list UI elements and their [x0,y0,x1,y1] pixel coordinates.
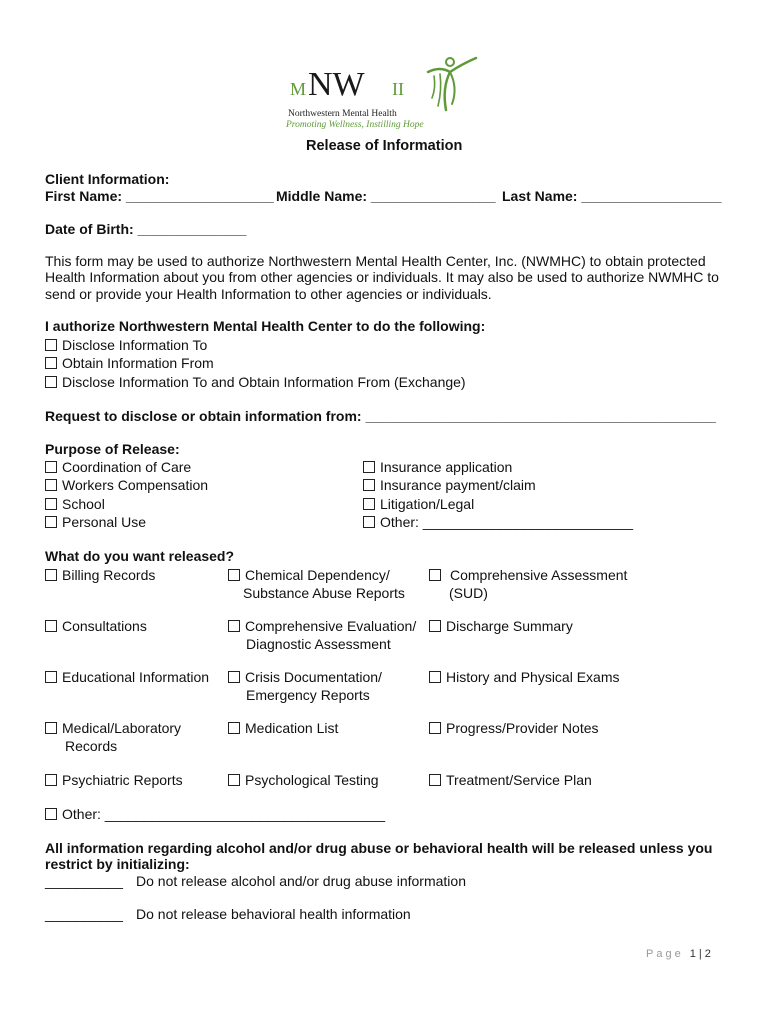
restrict-item-alcohol: Do not release alcohol and/or drug abuse information [136,873,466,889]
checkbox-icon [45,569,57,581]
dob-field[interactable]: Date of Birth: ______________ [45,221,247,237]
checkbox-exchange[interactable] [45,374,466,391]
page-title: Release of Information [306,138,463,154]
release-heading: What do you want released? [45,548,235,564]
checkbox-icon [429,569,441,581]
last-name-field[interactable]: Last Name: __________________ [502,188,722,204]
checkbox-label: Medical/Laboratory [62,720,182,736]
checkbox-label: Discharge Summary [446,618,573,634]
checkbox-label: Disclose Information To and Obtain Information From (Exchange) [62,374,466,390]
checkbox-treatment-service-plan[interactable] [429,772,592,789]
checkbox-comprehensive-evaluation[interactable] [228,618,416,635]
checkbox-label: Disclose Information To [62,337,208,353]
checkbox-label: Medication List [245,720,339,736]
intro-line-1: This form may be used to authorize Northwestern Mental Health Center, Inc. (NWMHC) to obtain protected [45,253,706,269]
checkbox-icon [228,774,240,786]
initials-blank-alcohol[interactable]: __________ [45,873,123,889]
checkbox-coordination-of-care[interactable] [45,459,191,476]
logo-letters-nw: NW [308,66,365,103]
checkbox-progress-provider-notes[interactable] [429,720,599,737]
checkbox-icon [228,671,240,683]
checkbox-insurance-application[interactable] [363,459,512,476]
checkbox-label: History and Physical Exams [446,669,620,685]
checkbox-label: Psychiatric Reports [62,772,183,788]
intro-line-3: send or provide your Health Information to other agencies or individuals. [45,286,492,302]
page-current: 1 [689,948,699,960]
checkbox-icon [429,671,441,683]
checkbox-icon [45,722,57,734]
checkbox-personal-use[interactable] [45,514,146,531]
checkbox-disclose-to[interactable] [45,337,207,354]
first-name-field[interactable]: First Name: ___________________ [45,188,274,204]
checkbox-label: Progress/Provider Notes [446,720,599,736]
checkbox-icon [45,516,57,528]
checkbox-icon [429,620,441,632]
checkbox-icon [45,479,57,491]
checkbox-label: Comprehensive Evaluation/ [245,618,417,634]
restrict-line-2: restrict by initializing: [45,856,190,872]
checkbox-icon [45,461,57,473]
checkbox-workers-compensation[interactable] [45,477,208,494]
checkbox-crisis-documentation[interactable] [228,669,382,686]
checkbox-label: Psychological Testing [245,772,379,788]
checkbox-comprehensive-assessment[interactable] [429,567,627,584]
checkbox-icon [45,498,57,510]
request-field[interactable]: Request to disclose or obtain information from: _____________________________________________ [45,408,716,424]
checkbox-label: Treatment/Service Plan [446,772,592,788]
checkbox-label: Educational Information [62,669,210,685]
checkbox-icon [228,722,240,734]
middle-name-field[interactable]: Middle Name: ________________ [276,188,496,204]
checkbox-icon [429,774,441,786]
checkbox-icon [45,376,57,388]
logo [284,52,484,132]
checkbox-icon [228,620,240,632]
checkbox-label: Litigation/Legal [380,496,475,512]
checkbox-icon [45,671,57,683]
checkbox-icon [429,722,441,734]
checkbox-label-continued: Substance Abuse Reports [243,585,405,601]
logo-tagline: Promoting Wellness, Instilling Hope [286,120,424,130]
initials-blank-behavioral[interactable]: __________ [45,906,123,922]
restrict-item-behavioral: Do not release behavioral health information [136,906,411,922]
checkbox-icon [45,774,57,786]
checkbox-educational-information[interactable] [45,669,209,686]
checkbox-discharge-summary[interactable] [429,618,573,635]
page-total: 2 [704,948,714,960]
checkbox-billing-records[interactable] [45,567,155,584]
checkbox-chemical-dependency[interactable] [228,567,390,584]
checkbox-label: Billing Records [62,567,156,583]
checkbox-history-physical-exams[interactable] [429,669,620,686]
checkbox-label: Crisis Documentation/ [245,669,382,685]
checkbox-icon [45,620,57,632]
checkbox-label-continued: Diagnostic Assessment [246,636,391,652]
checkbox-label: Other: ____________________________________ [62,806,386,822]
checkbox-icon [45,357,57,369]
client-heading: Client Information: [45,171,170,187]
checkbox-consultations[interactable] [45,618,147,635]
checkbox-label-continued: Emergency Reports [246,687,370,703]
checkbox-obtain-from[interactable] [45,355,214,372]
logo-letter-m: M [290,79,307,99]
checkbox-psychiatric-reports[interactable] [45,772,183,789]
page-label: Page [646,948,684,960]
checkbox-icon [45,808,57,820]
checkbox-medication-list[interactable] [228,720,338,737]
checkbox-icon [363,516,375,528]
page-separator: | [698,948,705,960]
authorize-heading: I authorize Northwestern Mental Health Center to do the following: [45,318,486,334]
checkbox-icon [363,479,375,491]
checkbox-purpose-other[interactable] [363,514,633,531]
restrict-line-1: All information regarding alcohol and/or drug abuse or behavioral health will be released unless you [45,840,713,856]
checkbox-release-other[interactable] [45,806,385,823]
checkbox-label: Other: ___________________________ [380,514,634,530]
checkbox-medical-laboratory-records[interactable] [45,720,181,737]
checkbox-label: Insurance application [380,459,513,475]
checkbox-icon [45,339,57,351]
checkbox-icon [363,461,375,473]
checkbox-label: Workers Compensation [62,477,209,493]
checkbox-label: Personal Use [62,514,147,530]
checkbox-label-continued: (SUD) [449,585,488,601]
checkbox-label: Insurance payment/claim [380,477,536,493]
checkbox-label: Consultations [62,618,147,634]
checkbox-label: Coordination of Care [62,459,192,475]
checkbox-icon [228,569,240,581]
checkbox-icon [363,498,375,510]
checkbox-label: School [62,496,105,512]
checkbox-label-continued: Records [65,738,118,754]
purpose-heading: Purpose of Release: [45,441,180,457]
checkbox-label: Chemical Dependency/ [245,567,390,583]
checkbox-label: Obtain Information From [62,355,214,371]
logo-letters-ii: II [392,79,404,99]
logo-org-name: Northwestern Mental Health [288,109,397,119]
checkbox-litigation-legal[interactable] [363,496,474,513]
logo-figure-icon [420,54,480,114]
checkbox-school[interactable] [45,496,105,513]
checkbox-label: Comprehensive Assessment [450,567,628,583]
checkbox-psychological-testing[interactable] [228,772,379,789]
intro-line-2: Health Information about you from other agencies or individuals. It may also be used to authorize NWMHC to [45,269,719,285]
checkbox-insurance-payment[interactable] [363,477,536,494]
page-number [646,946,714,963]
